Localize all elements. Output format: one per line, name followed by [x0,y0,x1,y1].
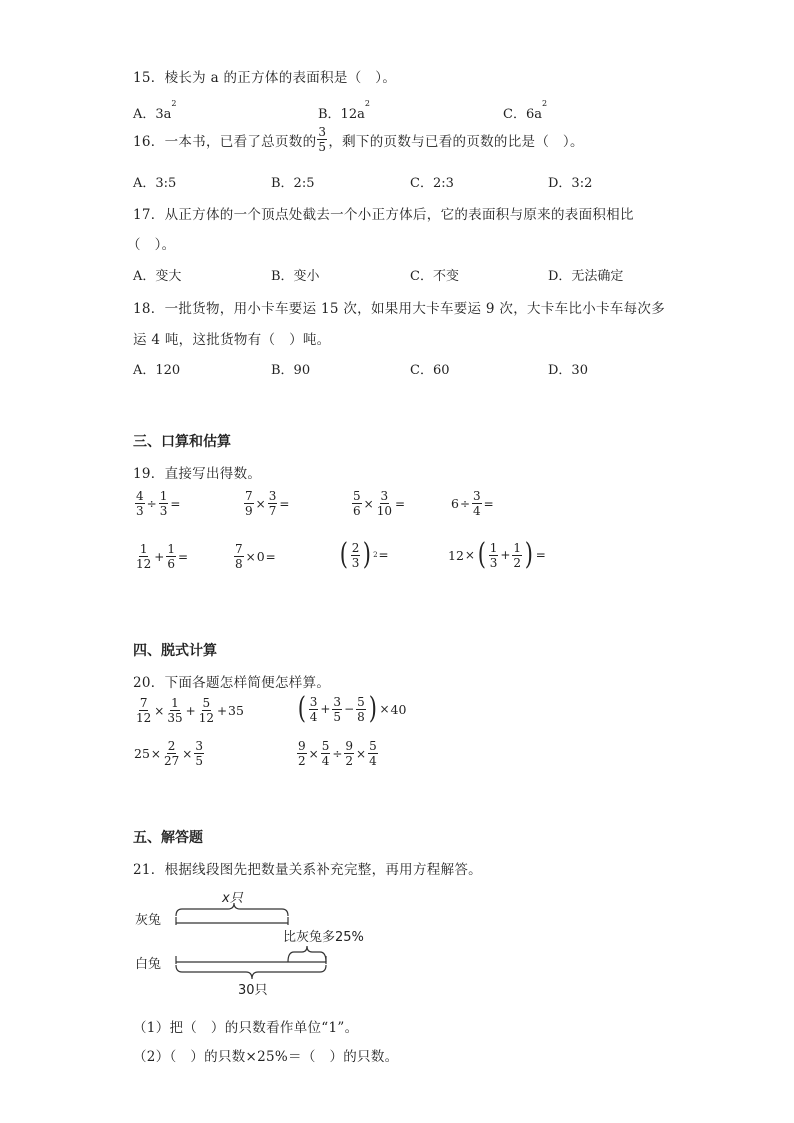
q19-expr-6: $\frac{7}{8}$ × 0 = [235,542,276,571]
q20-expr-1: $\frac{7}{12}$ × $\frac{1}{35}$ + $\frac{5}{12}$ + 35 [136,696,244,725]
q19-expr-1: $\frac{4}{3}$ ÷ $\frac{1}{3}$ = [136,489,181,518]
q17-stem-line2: （ ）。 [127,237,176,253]
x-count-label: x只 [222,891,243,906]
q17-option-c: C．不变 [410,269,459,284]
q19-expr-4: 6 ÷ $\frac{3}{4}$ = [451,489,494,518]
q17-option-d: D．无法确定 [548,269,624,284]
q20-expr-3: 25 × $\frac{2}{27}$ × $\frac{3}{5}$ [134,739,203,768]
q18-option-a: A．120 [133,363,181,378]
q20-stem: 20．下面各题怎样简便怎样算。 [133,675,331,691]
total-brace [176,965,326,979]
total-count-label: 30只 [238,983,268,998]
q18-stem-line1: 18．一批货物，用小卡车要运 15 次，如果用大卡车要运 9 次，大卡车比小卡车每次多 [133,301,666,317]
q15-option-a: A．$3a^2$ [133,99,177,122]
gray-rabbit-label: 灰兔 [135,913,162,928]
q15-option-b: B．$12a^2$ [318,99,370,122]
q18-option-b: B．90 [271,363,311,378]
gray-top-brace [176,903,288,916]
q17-option-a: A．变大 [133,269,182,284]
q21-sub2: （2）（ ）的只数×25%＝（ ）的只数。 [133,1049,399,1065]
q19-expr-5: $\frac{1}{12}$ + $\frac{1}{6}$ = [136,542,189,571]
q15-stem: 15．棱长为 a 的正方体的表面积是（ ）。 [133,70,397,86]
section-title-4: 四、脱式计算 [133,643,217,659]
q21-stem: 21．根据线段图先把数量关系补充完整，再用方程解答。 [133,862,482,878]
q18-option-c: C．60 [410,363,450,378]
q19-stem: 19．直接写出得数。 [133,466,262,482]
q17-stem-line1: 17．从正方体的一个顶点处截去一个小正方体后，它的表面积与原来的表面积相比 [133,207,634,223]
segment-diagram [170,893,340,983]
fraction: $\frac{3}{5}$ [318,125,327,154]
q16-option-a: A．3:5 [133,176,177,191]
q15-option-c: C．$6a^2$ [503,99,548,122]
q16-option-d: D．3:2 [548,176,593,191]
more-percent-label: 比灰兔多25% [283,930,364,945]
q19-expr-3: $\frac{5}{6}$ × $\frac{3}{10}$ = [353,489,406,518]
q20-expr-2: ( $\frac{3}{4}$ + $\frac{3}{5}$ − $\frac{5}{8}$ ) × 40 [297,691,407,726]
extra-brace [288,946,326,962]
q16-stem: 16．一本书，已看了总页数的 $\frac{3}{5}$ ，剩下的页数与已看的页数的比是（ ）。 [133,125,584,154]
section-title-5: 五、解答题 [133,830,203,846]
q21-sub1: （1）把（ ）的只数看作单位“1”。 [133,1020,359,1036]
white-rabbit-label: 白兔 [135,957,162,972]
section-title-3: 三、口算和估算 [133,434,231,450]
q20-expr-4: $\frac{9}{2}$ × $\frac{5}{4}$ ÷ $\frac{9}{2}$ × $\frac{5}{4}$ [298,739,377,768]
q16-option-b: B．2:5 [271,176,315,191]
q19-expr-8: 12 × ( $\frac{1}{3}$ + $\frac{1}{2}$ ) = [448,537,546,572]
q17-option-b: B．变小 [271,269,320,284]
q16-option-c: C．2:3 [410,176,454,191]
q19-expr-2: $\frac{7}{9}$ × $\frac{3}{7}$ = [245,489,290,518]
q18-option-d: D．30 [548,363,588,378]
q18-stem-line2: 运 4 吨，这批货物有（ ）吨。 [133,332,331,348]
q19-expr-7: ( $\frac{2}{3}$ ) 2 = [339,537,389,572]
